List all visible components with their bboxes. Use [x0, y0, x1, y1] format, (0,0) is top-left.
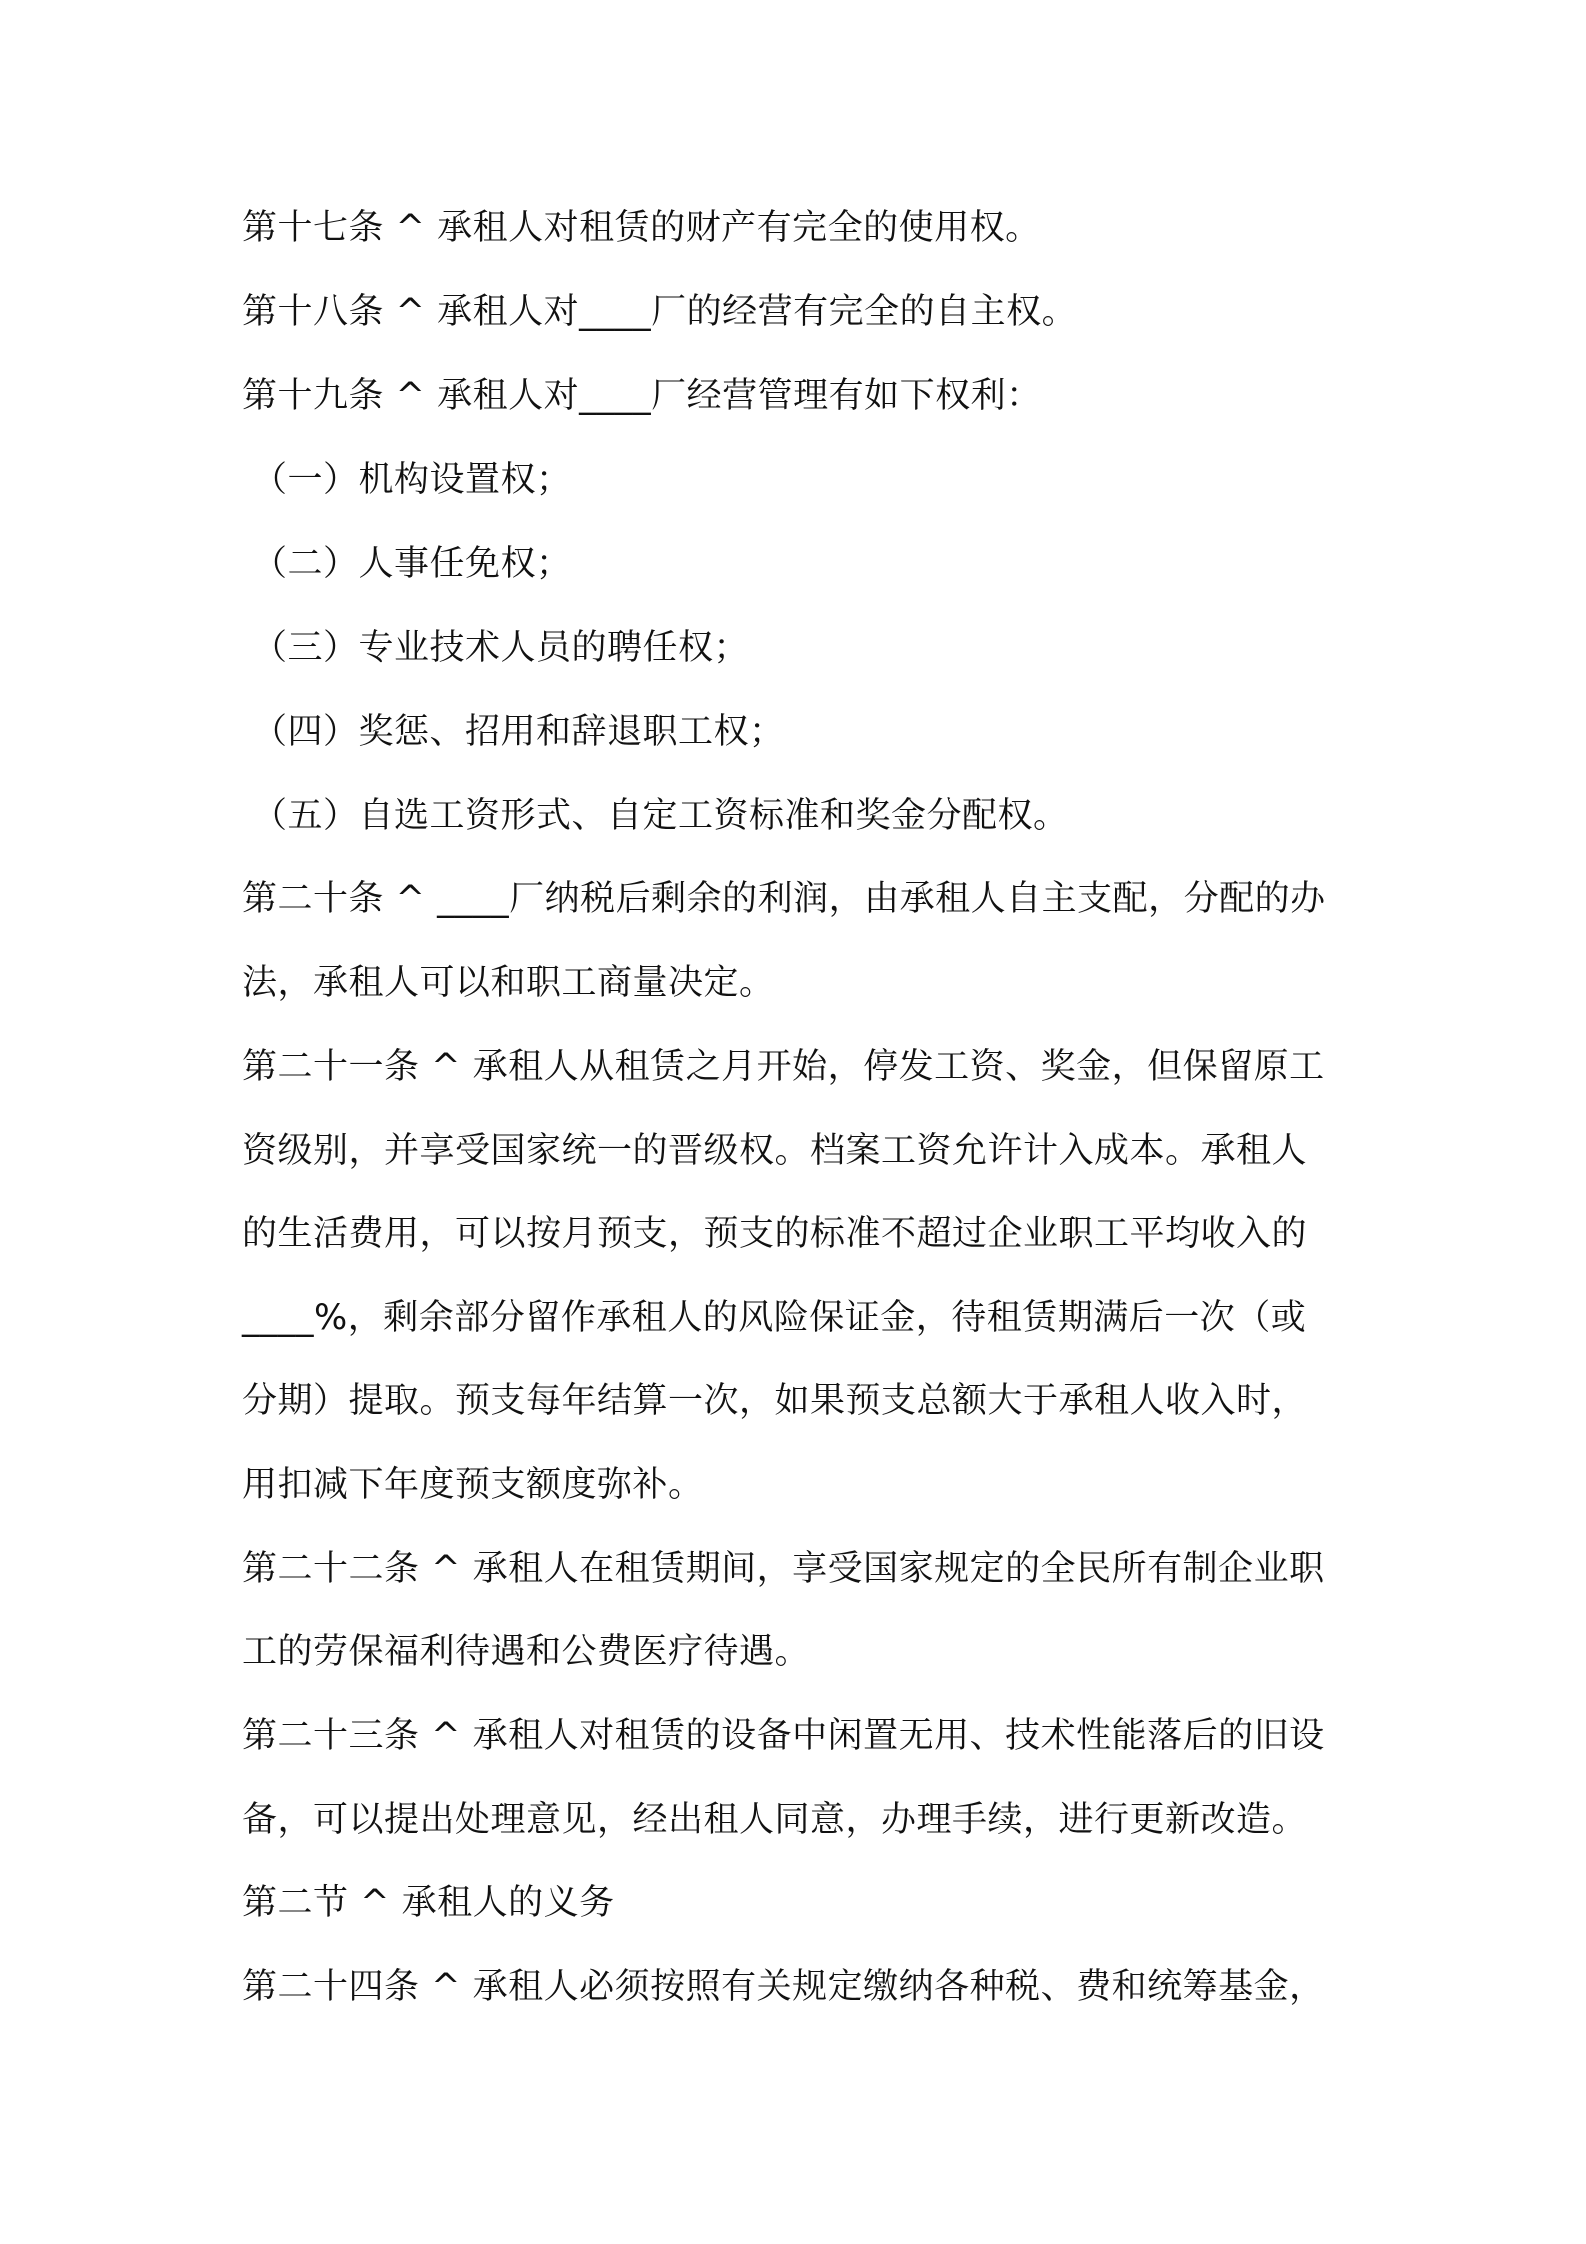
- article-22-line-2: 工的劳保福利待遇和公费医疗待遇。: [242, 1632, 811, 1672]
- article-24-line-1: 第二十四条 ^ 承租人必须按照有关规定缴纳各种税、费和统筹基金，: [242, 1967, 1325, 2007]
- list-item-3: （三）专业技术人员的聘任权；: [252, 628, 750, 668]
- article-19: 第十九条 ^ 承租人对____厂经营管理有如下权利：: [242, 376, 1042, 416]
- list-item-1: （一）机构设置权；: [252, 460, 572, 500]
- article-20-line-2: 法，承租人可以和职工商量决定。: [242, 963, 775, 1003]
- article-23-line-2: 备，可以提出处理意见，经出租人同意，办理手续，进行更新改造。: [242, 1800, 1308, 1840]
- article-22-line-1: 第二十二条 ^ 承租人在租赁期间，享受国家规定的全民所有制企业职: [242, 1549, 1325, 1589]
- list-item-5: （五）自选工资形式、自定工资标准和奖金分配权。: [252, 796, 1069, 836]
- article-21-line-2: 资级别，并享受国家统一的晋级权。档案工资允许计入成本。承租人: [242, 1131, 1308, 1171]
- article-21-line-3: 的生活费用，可以按月预支，预支的标准不超过企业职工平均收入的: [242, 1214, 1308, 1254]
- list-item-4: （四）奖惩、招用和辞退职工权；: [252, 712, 785, 752]
- list-item-2: （二）人事任免权；: [252, 544, 572, 584]
- article-20-line-1: 第二十条 ^ ____厂纳税后剩余的利润，由承租人自主支配，分配的办: [242, 879, 1326, 919]
- article-21-line-5: 分期）提取。预支每年结算一次，如果预支总额大于承租人收入时，: [242, 1381, 1308, 1421]
- article-21-line-6: 用扣减下年度预支额度弥补。: [242, 1465, 704, 1505]
- article-21-line-4: ____%，剩余部分留作承租人的风险保证金，待租赁期满后一次（或: [242, 1298, 1307, 1338]
- article-23-line-1: 第二十三条 ^ 承租人对租赁的设备中闲置无用、技术性能落后的旧设: [242, 1716, 1325, 1756]
- article-21-line-1: 第二十一条 ^ 承租人从租赁之月开始，停发工资、奖金，但保留原工: [242, 1047, 1325, 1087]
- section-heading: 第二节 ^ 承租人的义务: [242, 1883, 615, 1923]
- article-18: 第十八条 ^ 承租人对____厂的经营有完全的自主权。: [242, 292, 1078, 332]
- article-17: 第十七条 ^ 承租人对租赁的财产有完全的使用权。: [242, 208, 1041, 248]
